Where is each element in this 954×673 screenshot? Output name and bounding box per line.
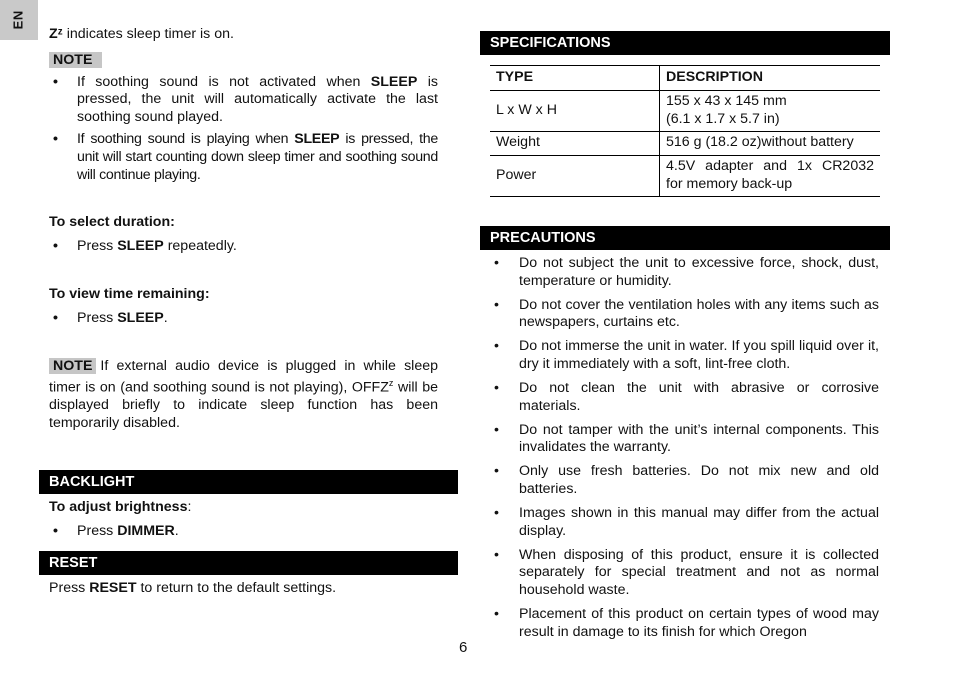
list-item: • Do not immerse the unit in water. If you spill liquid over it, dry it immediately with a soft, lint-free cloth. <box>480 338 890 373</box>
list-item: • If soothing sound is not activated when SLEEP is pressed, the unit will automatically activate the last soothing sound played. <box>49 74 438 127</box>
list-item: • Press SLEEP. <box>49 310 438 328</box>
note-bullet-list <box>49 74 438 185</box>
list-item: • Only use fresh batteries. Do not mix new and old batteries. <box>480 463 890 498</box>
specifications-table <box>490 65 880 197</box>
sleep-symbol: Zᶻ <box>49 26 63 42</box>
list-item: • Do not tamper with the unit’s internal components. This invalidates the warranty. <box>480 422 890 457</box>
column-header-type: TYPE <box>490 66 660 91</box>
language-label: EN <box>11 10 27 30</box>
list-item: • When disposing of this product, ensure it is collected separately for special treatment and not as normal household waste. <box>480 547 890 600</box>
table-row <box>490 90 880 131</box>
brightness-list <box>49 523 438 541</box>
specifications-heading: SPECIFICATIONS <box>480 31 890 55</box>
audio-note-paragraph: NOTE If external audio device is plugged in while sleep timer is on (and soothing sound is not playing), OFFZ$^z$ will be displayed briefly to indicate sleep function has been temporarily disabled. <box>49 357 438 432</box>
backlight-section <box>49 499 438 540</box>
page-number: 6 <box>459 639 468 656</box>
left-column <box>49 26 438 433</box>
remaining-list <box>49 310 438 328</box>
list-item: • Do not cover the ventilation holes with any items such as newspapers, curtains etc. <box>480 297 890 332</box>
sleep-indicator-line: Zᶻ indicates sleep timer is on. <box>49 26 234 42</box>
reset-text: Press RESET to return to the default settings. <box>49 580 337 596</box>
table-cell: 155 x 43 x 145 mm (6.1 x 1.7 x 5.7 in) <box>660 90 881 131</box>
right-column <box>480 31 890 197</box>
column-header-description: DESCRIPTION <box>660 66 881 91</box>
table-header-row <box>490 66 880 91</box>
backlight-heading: BACKLIGHT <box>39 470 458 494</box>
reset-heading: RESET <box>39 551 458 575</box>
table-cell: 516 g (18.2 oz)without battery <box>660 131 881 155</box>
table-cell: 4.5V adapter and 1x CR2032 for memory back-up <box>660 155 881 196</box>
list-item: • Press DIMMER. <box>49 523 438 541</box>
duration-list <box>49 238 438 256</box>
list-item: • If soothing sound is playing when SLEEP is pressed, the unit will start counting down sleep timer and soothing sound will continue playing. <box>49 131 438 184</box>
list-item: • Do not subject the unit to excessive force, shock, dust, temperature or humidity. <box>480 255 890 290</box>
table-row <box>490 155 880 196</box>
precautions-list <box>480 255 890 648</box>
brightness-heading: To adjust brightness: <box>49 499 192 515</box>
list-item: • Images shown in this manual may differ from the actual display. <box>480 505 890 540</box>
note-label: NOTE <box>49 52 102 68</box>
remaining-heading: To view time remaining: <box>49 286 210 303</box>
table-row <box>490 131 880 155</box>
language-tab <box>0 0 38 40</box>
list-item: • Do not clean the unit with abrasive or corrosive materials. <box>480 380 890 415</box>
list-item: • Press SLEEP repeatedly. <box>49 238 438 256</box>
table-cell: Weight <box>490 131 660 155</box>
duration-heading: To select duration: <box>49 214 175 231</box>
list-item: • Placement of this product on certain types of wood may result in damage to its finish for which Oregon <box>480 606 890 641</box>
table-cell: Power <box>490 155 660 196</box>
precautions-heading: PRECAUTIONS <box>480 226 890 250</box>
table-cell: L x W x H <box>490 90 660 131</box>
note-label: NOTE <box>49 358 96 374</box>
